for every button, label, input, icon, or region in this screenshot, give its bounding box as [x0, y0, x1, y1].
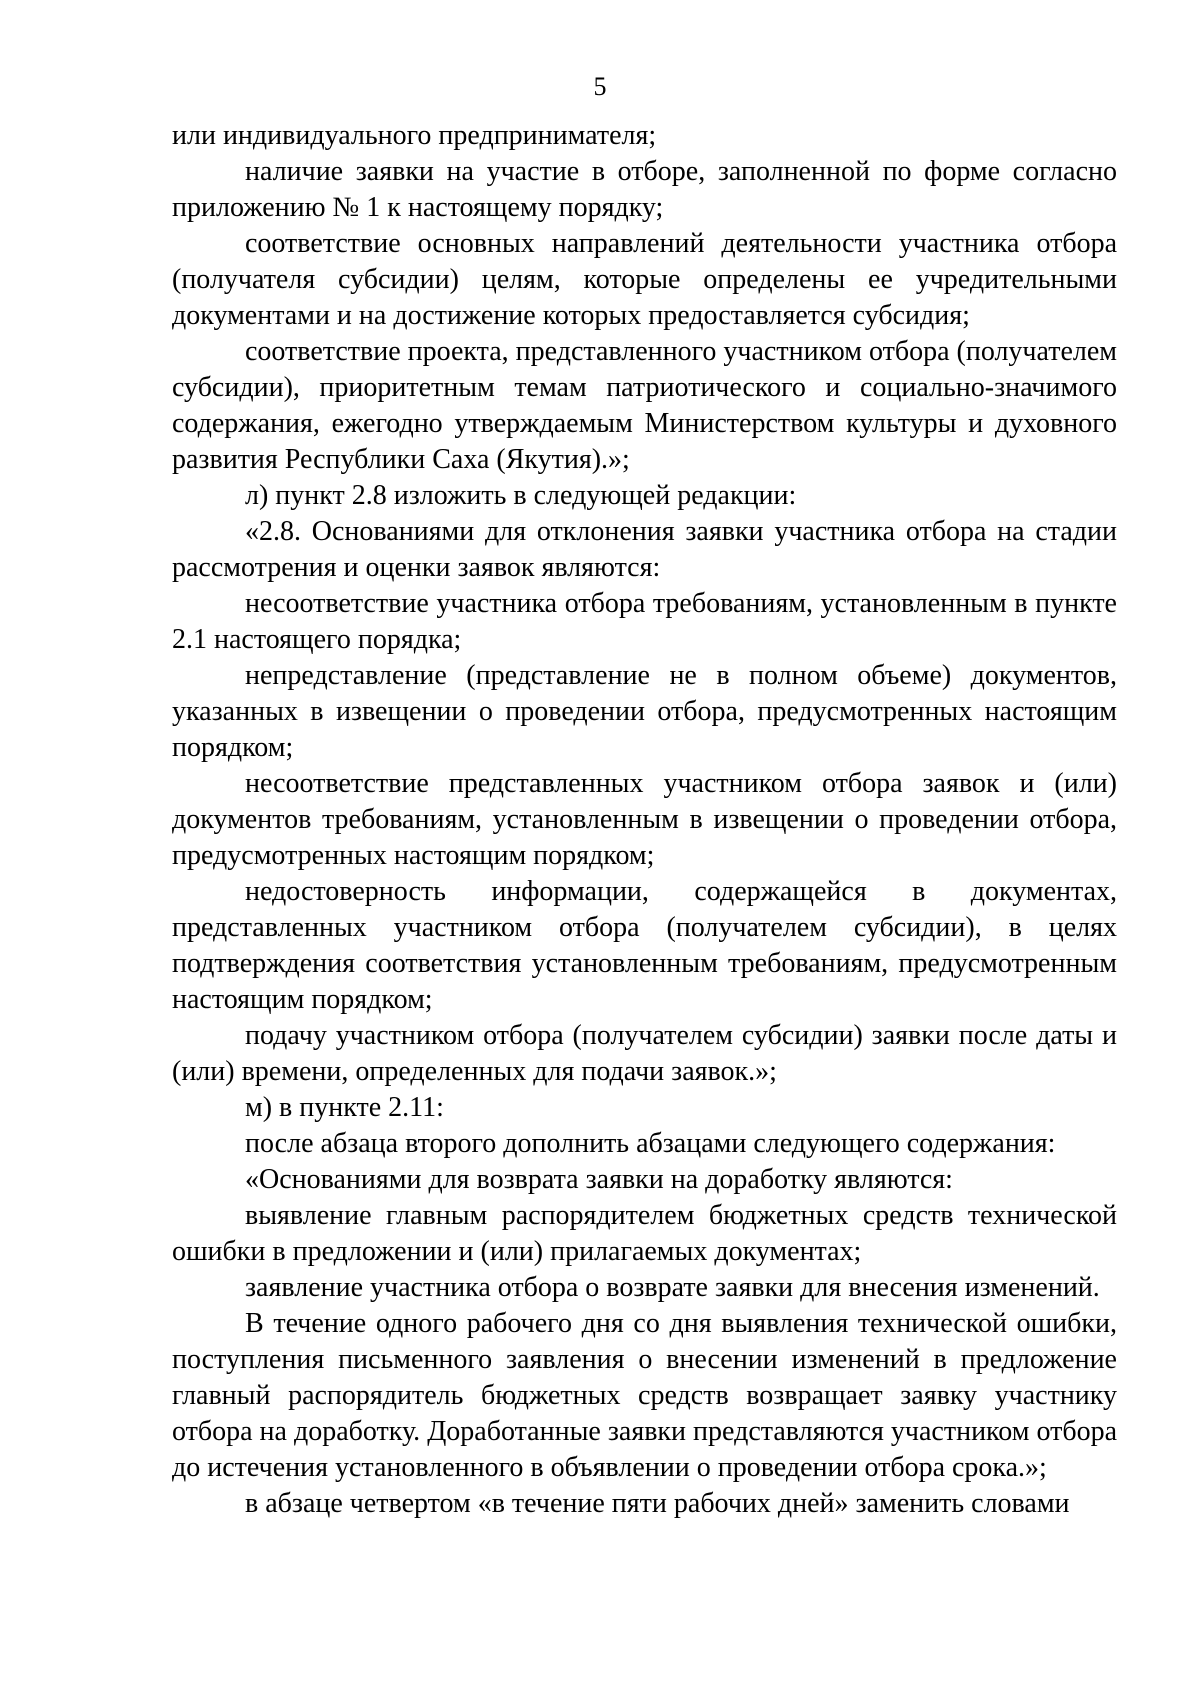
paragraph: выявление главным распорядителем бюджетных средств технической ошибки в предложении и (или) прилагаемых документах; [172, 1200, 1117, 1267]
paragraph: несоответствие участника отбора требованиям, установленным в пункте 2.1 настоящего порядка; [172, 588, 1117, 655]
paragraph: наличие заявки на участие в отборе, заполненной по форме согласно приложению № 1 к настоящему порядку; [172, 156, 1117, 223]
paragraph: соответствие проекта, представленного участником отбора (получателем субсидии), приоритетным темам патриотического и социально-значимого содержания, ежегодно утверждаемым Министерством культуры и духовного развития Республики Саха (Якутия).»; [172, 336, 1117, 475]
paragraph: непредставление (представление не в полном объеме) документов, указанных в извещении о проведении отбора, предусмотренных настоящим порядком; [172, 660, 1117, 763]
page-number: 5 [593, 72, 607, 101]
paragraph: недостоверность информации, содержащейся в документах, представленных участником отбора (получателем субсидии), в целях подтверждения соответствия установленным требованиям, предусмотренным настоящим порядком; [172, 876, 1117, 1015]
document-body [172, 118, 1117, 1522]
paragraph: подачу участником отбора (получателем субсидии) заявки после даты и (или) времени, определенных для подачи заявок.»; [172, 1020, 1117, 1087]
paragraph: или индивидуального предпринимателя; [172, 120, 657, 151]
paragraph: несоответствие представленных участником отбора заявок и (или) документов требованиям, установленным в извещении о проведении отбора, предусмотренных настоящим порядком; [172, 768, 1117, 871]
paragraph: «Основаниями для возврата заявки на доработку являются: [245, 1164, 953, 1195]
paragraph: л) пункт 2.8 изложить в следующей редакции: [245, 480, 797, 511]
paragraph: В течение одного рабочего дня со дня выявления технической ошибки, поступления письменного заявления о внесении изменений в предложение главный распорядитель бюджетных средств возвращает заявку участнику отбора на доработку. Доработанные заявки представляются участником отбора до истечения установленного в объявлении о проведении отбора срока.»; [172, 1308, 1117, 1483]
paragraph: соответствие основных направлений деятельности участника отбора (получателя субсидии) целям, которые определены ее учредительными документами и на достижение которых предоставляется субсидия; [172, 228, 1117, 331]
paragraph: заявление участника отбора о возврате заявки для внесения изменений. [245, 1272, 1100, 1303]
paragraph: в абзаце четвертом «в течение пяти рабочих дней» заменить словами [245, 1488, 1070, 1519]
paragraph: после абзаца второго дополнить абзацами следующего содержания: [245, 1128, 1056, 1159]
paragraph: м) в пункте 2.11: [245, 1092, 444, 1123]
paragraph: «2.8. Основаниями для отклонения заявки участника отбора на стадии рассмотрения и оценки заявок являются: [172, 516, 1117, 583]
